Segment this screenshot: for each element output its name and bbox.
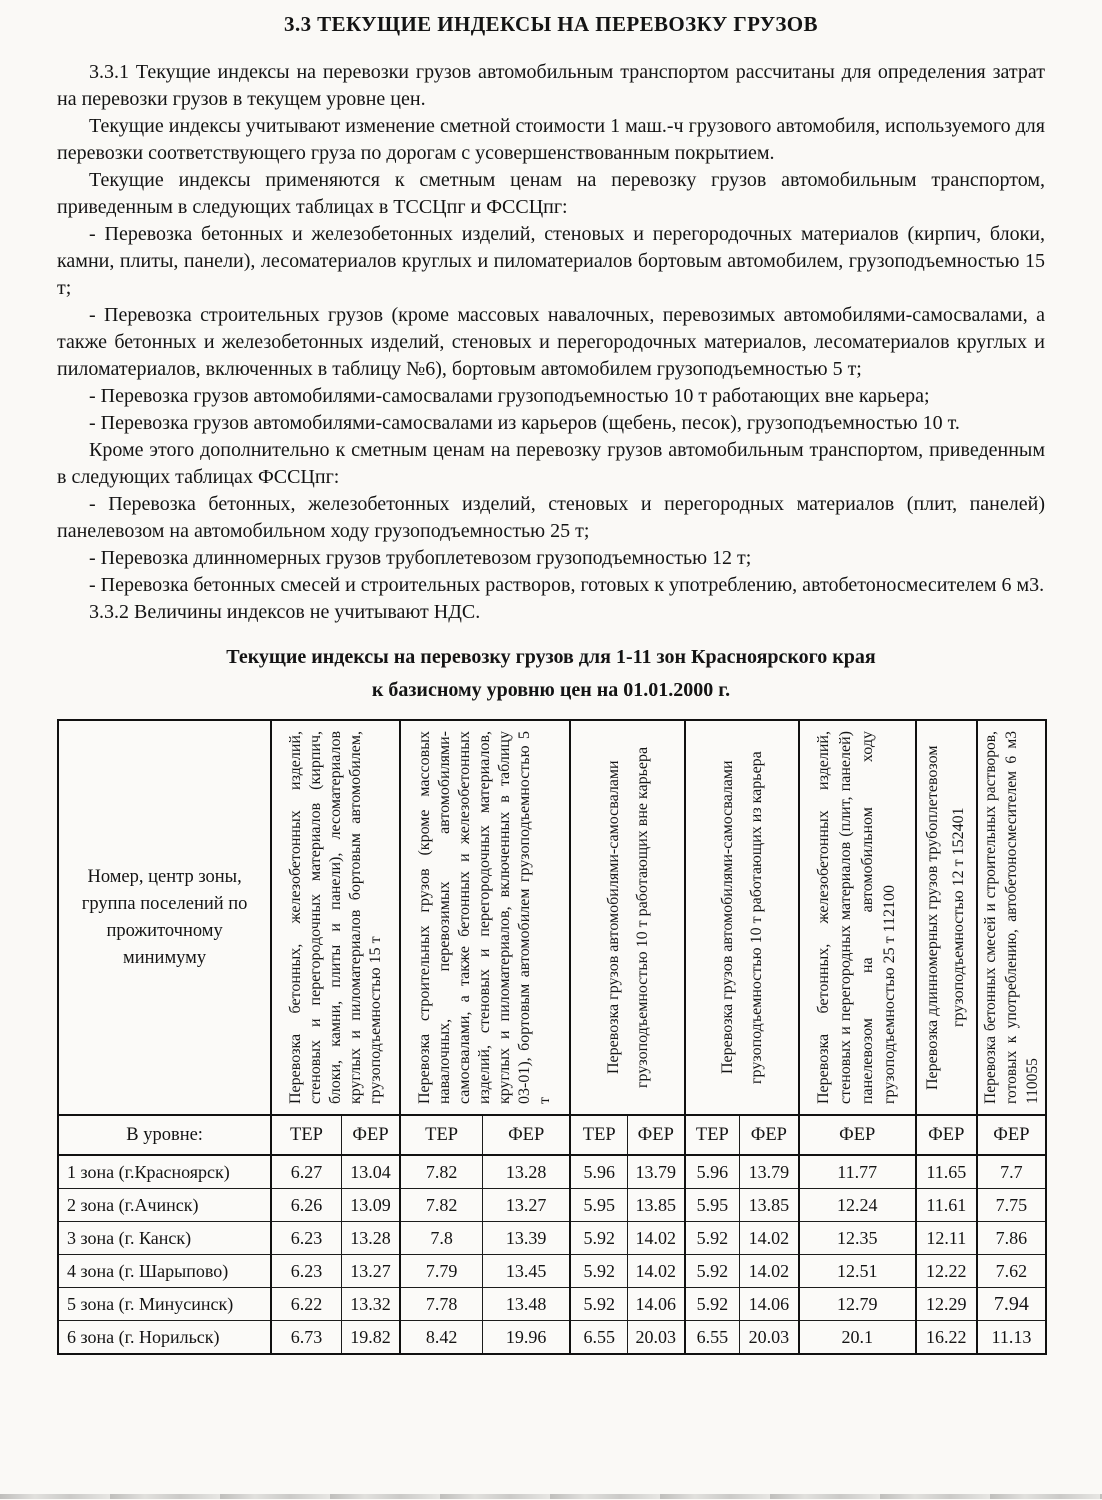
body-text	[57, 59, 1045, 626]
group-header-panel-carrier-25t: Перевозка бетонных, железобетонных изделий, стеновых и перегородных материалов (плит, панелей) панелевозом на автомобильном ходу грузоподъемностью 25 т 112100	[799, 720, 916, 1115]
subheader-fer: ФЕР	[740, 1115, 799, 1155]
subheader-ter: ТЕР	[570, 1115, 627, 1155]
index-value-cell: 13.09	[341, 1189, 400, 1222]
table-title	[57, 641, 1045, 707]
index-value-cell: 7.82	[400, 1155, 482, 1189]
index-value-cell: 12.51	[799, 1255, 916, 1288]
index-value-cell: 7.86	[977, 1222, 1046, 1255]
index-value-cell: 6.23	[271, 1255, 341, 1288]
paragraph: 3.3.2 Величины индексов не учитывают НДС.	[89, 601, 481, 623]
table-title-line2: к базисному уровню цен на 01.01.2000 г.	[371, 679, 731, 701]
index-value-cell: 6.27	[271, 1155, 341, 1189]
list-item: - Перевозка грузов автомобилями-самосвалами из карьеров (щебень, песок), грузоподъемностью 10 т.	[89, 412, 960, 434]
index-value-cell: 13.48	[482, 1288, 570, 1321]
index-value-cell: 12.29	[916, 1288, 977, 1321]
table-header-row	[58, 720, 1046, 1115]
index-value-cell: 5.92	[685, 1222, 740, 1255]
index-value-cell: 7.7	[977, 1155, 1046, 1189]
index-value-cell: 11.65	[916, 1155, 977, 1189]
index-value-cell: 5.92	[570, 1222, 627, 1255]
index-value-cell: 14.06	[740, 1288, 799, 1321]
index-value-cell: 13.79	[628, 1155, 685, 1189]
index-value-cell: 20.03	[740, 1321, 799, 1355]
index-value-cell: 5.95	[685, 1189, 740, 1222]
index-value-cell: 12.79	[799, 1288, 916, 1321]
index-value-cell: 14.02	[628, 1255, 685, 1288]
index-value-cell: 13.27	[482, 1189, 570, 1222]
index-value-cell: 12.22	[916, 1255, 977, 1288]
index-value-cell: 8.42	[400, 1321, 482, 1355]
subheader-row	[58, 1115, 1046, 1155]
index-value-cell: 6.26	[271, 1189, 341, 1222]
group-header-pipe-carrier-12t: Перевозка длинномерных грузов трубоплетевозом грузоподъемностью 12 т 152401	[916, 720, 977, 1115]
index-value-cell: 13.32	[341, 1288, 400, 1321]
zone-cell: 3 зона (г. Канск)	[58, 1222, 271, 1255]
level-label-cell: В уровне:	[58, 1115, 271, 1155]
index-value-cell: 6.22	[271, 1288, 341, 1321]
index-value-cell: 14.02	[740, 1222, 799, 1255]
index-value-cell: 13.85	[740, 1189, 799, 1222]
list-item: - Перевозка бетонных, железобетонных изделий, стеновых и перегородных материалов (плит, панелей) панелевозом на автомобильном ходу грузоподъемностью 25 т;	[57, 493, 1045, 542]
index-value-cell: 11.13	[977, 1321, 1046, 1355]
index-value-cell: 6.55	[570, 1321, 627, 1355]
group-header-dump-10t-outside-quarry: Перевозка грузов автомобилями-самосвалами грузоподъемностью 10 т работающих вне карьера	[570, 720, 684, 1115]
index-value-cell: 14.02	[740, 1255, 799, 1288]
list-item: - Перевозка строительных грузов (кроме массовых навалочных, перевозимых автомобилями-самосвалами, а также бетонных и железобетонных изделий, стеновых и перегородочных материалов, лесоматериалов круглых и пиломатериалов, включенных в таблицу №6), бортовым автомобилем грузоподъемностью 5 т;	[57, 304, 1045, 380]
scan-edge-artifact	[0, 1494, 1102, 1499]
list-item: - Перевозка бетонных смесей и строительных растворов, готовых к употреблению, автобетоносмесителем 6 м3.	[89, 574, 1045, 596]
freight-index-table	[57, 719, 1047, 1355]
zone-cell: 1 зона (г.Красноярск)	[58, 1155, 271, 1189]
index-value-cell: 14.02	[628, 1222, 685, 1255]
index-value-cell: 13.79	[740, 1155, 799, 1189]
index-value-cell: 13.45	[482, 1255, 570, 1288]
index-value-cell: 5.92	[570, 1288, 627, 1321]
zone-cell: 4 зона (г. Шарыпово)	[58, 1255, 271, 1288]
index-value-cell: 20.03	[628, 1321, 685, 1355]
index-value-cell: 6.23	[271, 1222, 341, 1255]
index-value-cell: 19.96	[482, 1321, 570, 1355]
index-value-cell: 5.92	[685, 1288, 740, 1321]
table-row-zone6	[58, 1321, 1046, 1355]
paragraph: Кроме этого дополнительно к сметным ценам на перевозку грузов автомобильным транспортом, приведенным в следующих таблицах ФССЦпг:	[57, 439, 1045, 488]
index-value-cell: 19.82	[341, 1321, 400, 1355]
index-value-cell: 13.04	[341, 1155, 400, 1189]
paragraph: 3.3.1 Текущие индексы на перевозки грузов автомобильным транспортом рассчитаны для определения затрат на перевозки грузов в текущем уровне цен.	[57, 61, 1045, 110]
subheader-fer: ФЕР	[977, 1115, 1046, 1155]
index-value-cell: 11.77	[799, 1155, 916, 1189]
index-value-cell: 12.24	[799, 1189, 916, 1222]
paragraph: Текущие индексы применяются к сметным ценам на перевозку грузов автомобильным транспортом, приведенным в следующих таблицах в ТССЦпг и ФССЦпг:	[57, 169, 1045, 218]
subheader-fer: ФЕР	[341, 1115, 400, 1155]
table-title-line1: Текущие индексы на перевозку грузов для 1-11 зон Красноярского края	[226, 646, 876, 668]
page-title: 3.3 ТЕКУЩИЕ ИНДЕКСЫ НА ПЕРЕВОЗКУ ГРУЗОВ	[284, 12, 818, 36]
index-value-cell: 7.79	[400, 1255, 482, 1288]
table-row-zone3	[58, 1222, 1046, 1255]
subheader-ter: ТЕР	[271, 1115, 341, 1155]
index-value-cell: 16.22	[916, 1321, 977, 1355]
table-row-zone1	[58, 1155, 1046, 1189]
index-value-cell: 5.95	[570, 1189, 627, 1222]
index-value-cell: 13.28	[482, 1155, 570, 1189]
subheader-fer: ФЕР	[916, 1115, 977, 1155]
list-item: - Перевозка бетонных и железобетонных изделий, стеновых и перегородочных материалов (кирпич, блоки, камни, плиты, панели), лесоматериалов круглых и пиломатериалов бортовым автомобилем, грузоподъемностью 15 т;	[57, 223, 1045, 299]
index-value-cell: 13.85	[628, 1189, 685, 1222]
index-value-cell: 12.35	[799, 1222, 916, 1255]
index-value-cell: 13.27	[341, 1255, 400, 1288]
index-value-cell: 14.06	[628, 1288, 685, 1321]
corner-header-cell	[58, 720, 271, 1115]
index-value-cell: 11.61	[916, 1189, 977, 1222]
subheader-ter: ТЕР	[685, 1115, 740, 1155]
index-value-cell: 5.96	[570, 1155, 627, 1189]
table-row-zone4	[58, 1255, 1046, 1288]
zone-cell: 6 зона (г. Норильск)	[58, 1321, 271, 1355]
zone-cell: 5 зона (г. Минусинск)	[58, 1288, 271, 1321]
index-value-cell: 7.94	[977, 1288, 1046, 1321]
index-value-cell: 6.55	[685, 1321, 740, 1355]
index-value-cell: 20.1	[799, 1321, 916, 1355]
subheader-fer: ФЕР	[628, 1115, 685, 1155]
subheader-fer: ФЕР	[799, 1115, 916, 1155]
zone-cell: 2 зона (г.Ачинск)	[58, 1189, 271, 1222]
group-header-flatbed-15t: Перевозка бетонных, железобетонных изделий, стеновых и перегородочных материалов (кирпич, блоки, камни, плиты и панели), лесоматериалов круглых и пиломатериалов бортовым автомобилем, грузоподъемностью 15 т	[271, 720, 400, 1115]
list-item: - Перевозка грузов автомобилями-самосвалами грузоподъемностью 10 т работающих вне карьера;	[89, 385, 930, 407]
corner-header-text: Номер, центр зоны, группа поселений по прожиточному минимуму	[81, 866, 248, 968]
index-value-cell: 7.8	[400, 1222, 482, 1255]
list-item: - Перевозка длинномерных грузов трубоплетевозом грузоподъемностью 12 т;	[89, 547, 752, 569]
index-value-cell: 12.11	[916, 1222, 977, 1255]
index-value-cell: 13.28	[341, 1222, 400, 1255]
group-header-concrete-mixer-6m3: Перевозка бетонных смесей и строительных растворов, готовых к употреблению, автобетоносмесителем 6 м3 110055	[977, 720, 1046, 1115]
index-value-cell: 7.78	[400, 1288, 482, 1321]
index-value-cell: 6.73	[271, 1321, 341, 1355]
index-value-cell: 5.96	[685, 1155, 740, 1189]
index-value-cell: 5.92	[570, 1255, 627, 1288]
table-row-zone2	[58, 1189, 1046, 1222]
paragraph: Текущие индексы учитывают изменение сметной стоимости 1 маш.-ч грузового автомобиля, используемого для перевозки соответствующего груза по дорогам с усовершенствованным покрытием.	[57, 115, 1045, 164]
group-header-flatbed-5t: Перевозка строительных грузов (кроме массовых навалочных, перевозимых автомобилями-самосвалами, а также бетонных и железобетонных изделий, стеновых и перегородочных материалов, круглых и пиломатериалов, включенных в таблицу 03-01), бортовым автомобилем грузоподъемностью 5 т	[400, 720, 570, 1115]
table-row-zone5	[58, 1288, 1046, 1321]
index-value-cell: 5.92	[685, 1255, 740, 1288]
subheader-ter: ТЕР	[400, 1115, 482, 1155]
index-value-cell: 7.82	[400, 1189, 482, 1222]
index-value-cell: 7.62	[977, 1255, 1046, 1288]
group-header-dump-10t-from-quarry: Перевозка грузов автомобилями-самосвалами грузоподъемностью 10 т работающих из карьера	[685, 720, 799, 1115]
subheader-fer: ФЕР	[482, 1115, 570, 1155]
index-value-cell: 13.39	[482, 1222, 570, 1255]
index-value-cell: 7.75	[977, 1189, 1046, 1222]
